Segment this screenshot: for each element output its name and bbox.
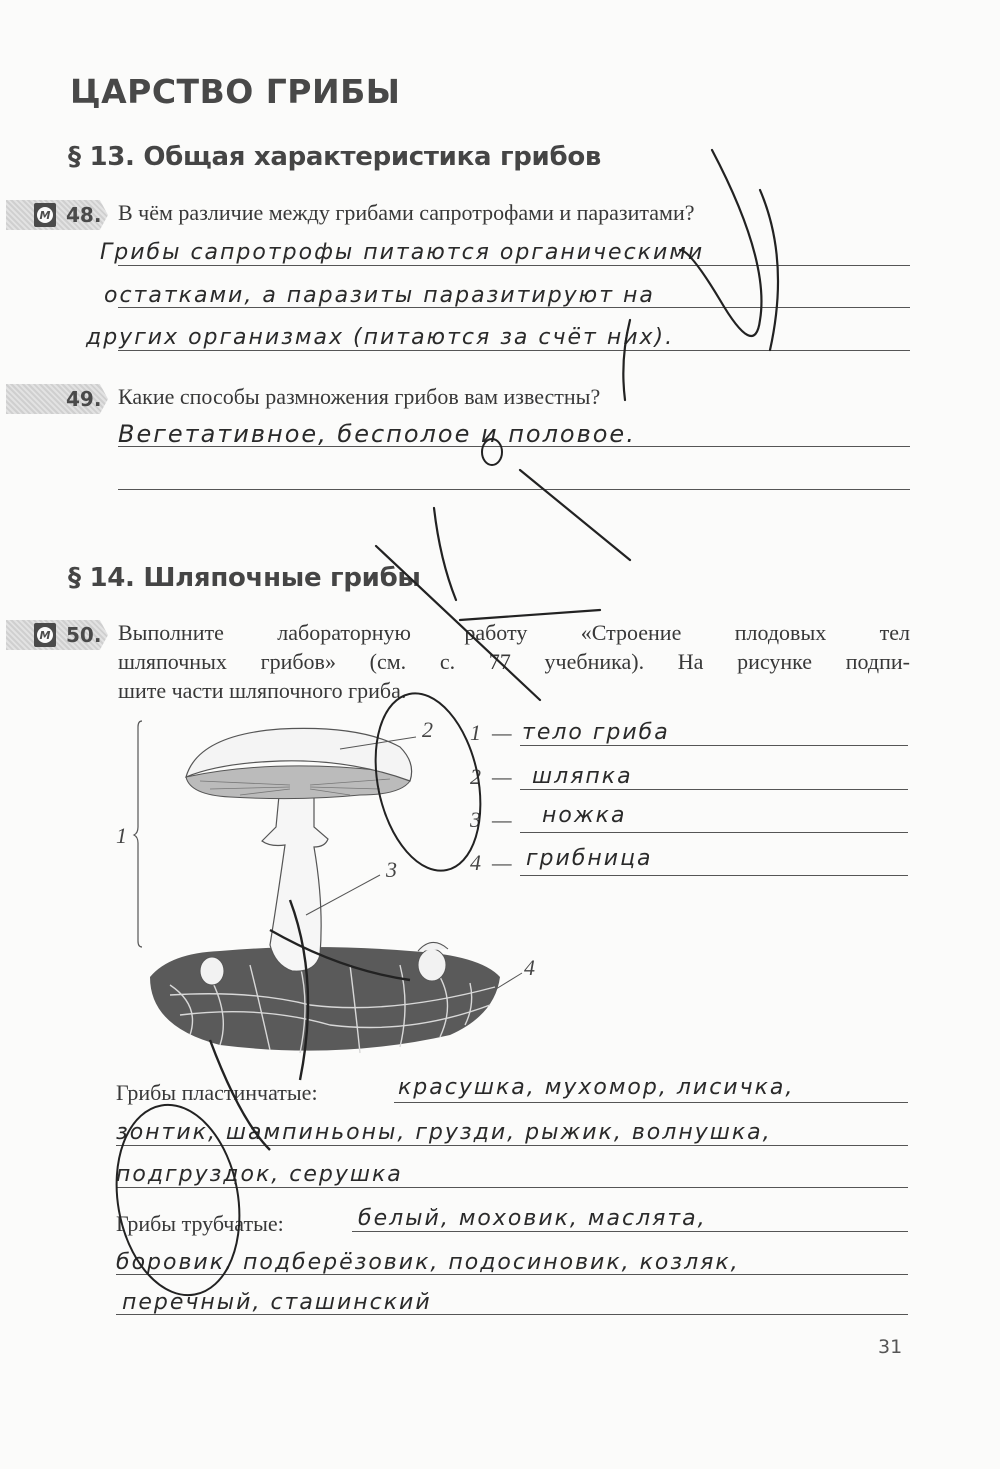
part-1-answer[interactable]: тело гриба (522, 720, 670, 745)
checkmark-strokes-icon (376, 150, 778, 700)
page-number: 31 (878, 1336, 903, 1358)
answer-48-line-2[interactable]: остатками, а паразиты паразитируют на (104, 283, 655, 308)
answer-49-line-1[interactable]: Вегетативное, бесполое и половое. (118, 420, 636, 448)
part-4-answer[interactable]: грибница (526, 846, 653, 871)
answer-48-line-1[interactable]: Грибы сапротрофы питаются органическими (100, 240, 705, 265)
figure-label-3: 3 (386, 857, 397, 882)
lamellar-line-2[interactable]: зонтик, шампиньоны, грузди, рыжик, волнушка, (116, 1120, 772, 1145)
section-13-title: § 13. Общая характеристика грибов (68, 142, 602, 172)
lamellar-label: Грибы пластинчатые: (116, 1080, 318, 1105)
m-badge-icon: M (34, 203, 56, 227)
part-row-3: 3 — ножка (470, 807, 910, 850)
long-strokes-icon (210, 900, 410, 1150)
part-row-2: 2 — шляпка (470, 764, 910, 807)
part-row-4: 4 — грибница (470, 850, 910, 893)
question-48-number: 48. (66, 203, 102, 227)
tubular-label: Грибы трубчатые: (116, 1211, 284, 1236)
chapter-title: ЦАРСТВО ГРИБЫ (70, 72, 401, 111)
m-badge-icon: M (34, 623, 56, 647)
figure-label-1: 1 (116, 823, 127, 848)
answer-48-line-3[interactable]: других организмах (питаются за счёт них). (86, 325, 675, 350)
part-2-answer[interactable]: шляпка (532, 764, 633, 789)
tubular-line-1[interactable]: белый, моховик, маслята, (358, 1206, 707, 1231)
figure-label-2: 2 (422, 717, 433, 742)
question-49-number: 49. (66, 387, 102, 411)
figure-label-4: 4 (524, 955, 535, 980)
ellipse-marks-icon (102, 439, 502, 1305)
part-row-1: 1 — тело гриба (470, 720, 910, 764)
tubular-line-2[interactable]: боровик, подберёзовик, подосиновик, козляк, (116, 1250, 740, 1275)
tubular-line-3[interactable]: перечный, сташинский (122, 1290, 432, 1315)
question-50-text-line-1: Выполните лабораторную работу «Строение плодовых тел (118, 620, 910, 645)
section-14-title: § 14. Шляпочные грибы (68, 563, 421, 593)
lamellar-line-3[interactable]: подгруздок, серушка (116, 1162, 403, 1187)
question-48-text: В чём различие между грибами сапротрофами и паразитами? (118, 200, 695, 225)
question-49-text: Какие способы размножения грибов вам известны? (118, 384, 601, 409)
question-50-text-line-2: шляпочных грибов» (см. с. 77 учебника). На рисунке подпи- (118, 649, 910, 674)
question-50-number: 50. (66, 623, 102, 647)
lamellar-line-1[interactable]: красушка, мухомор, лисичка, (398, 1075, 795, 1100)
part-3-answer[interactable]: ножка (542, 803, 627, 828)
question-50-text-line-3: шите части шляпочного гриба. (118, 678, 407, 703)
